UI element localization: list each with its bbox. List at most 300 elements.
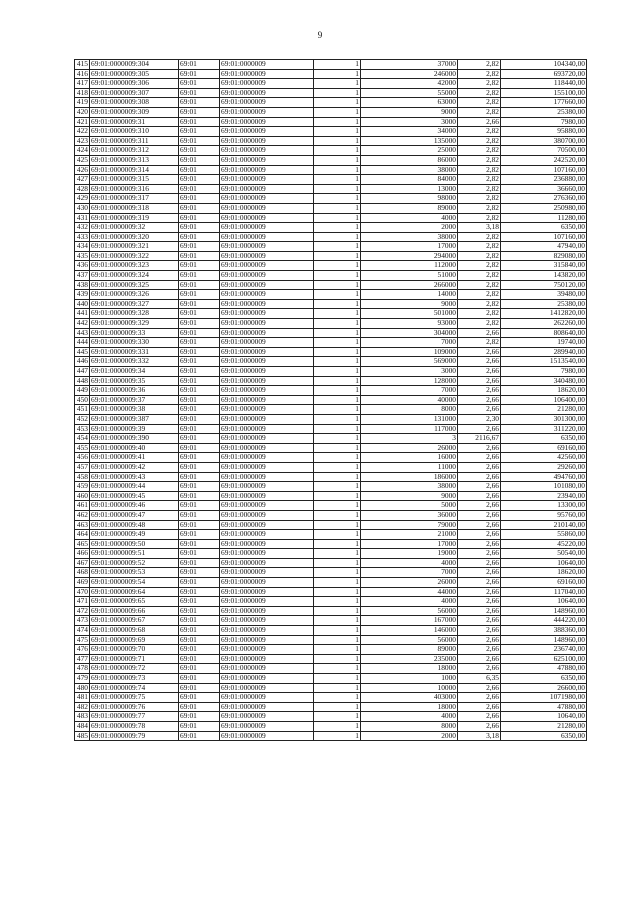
cadastral-number-cell: 69:01:0000009:66 [90, 606, 179, 616]
block-number-cell: 69:01:0000009 [220, 127, 314, 137]
row-number-cell: 430 [75, 203, 90, 213]
area-value-cell: 8000 [361, 721, 458, 731]
rate-value-cell: 2,66 [458, 683, 501, 693]
table-row [75, 443, 587, 453]
count-cell: 1 [314, 175, 361, 185]
row-number-cell: 422 [75, 127, 90, 137]
rate-value-cell: 2,82 [458, 309, 501, 319]
region-code-cell: 69:01 [179, 587, 220, 597]
row-number-cell: 470 [75, 587, 90, 597]
count-cell: 1 [314, 280, 361, 290]
block-number-cell: 69:01:0000009 [220, 626, 314, 636]
region-code-cell: 69:01 [179, 155, 220, 165]
table-row [75, 395, 587, 405]
region-code-cell: 69:01 [179, 731, 220, 741]
count-cell: 1 [314, 472, 361, 482]
region-code-cell: 69:01 [179, 203, 220, 213]
area-value-cell: 63000 [361, 98, 458, 108]
cadastral-number-cell: 69:01:0000009:329 [90, 319, 179, 329]
area-value-cell: 117000 [361, 424, 458, 434]
row-number-cell: 429 [75, 194, 90, 204]
rate-value-cell: 2,82 [458, 136, 501, 146]
cadastral-number-cell: 69:01:0000009:321 [90, 242, 179, 252]
rate-value-cell: 2,66 [458, 443, 501, 453]
row-number-cell: 434 [75, 242, 90, 252]
rate-value-cell: 2,66 [458, 405, 501, 415]
table-row [75, 635, 587, 645]
block-number-cell: 69:01:0000009 [220, 290, 314, 300]
rate-value-cell: 2,82 [458, 299, 501, 309]
count-cell: 1 [314, 482, 361, 492]
count-cell: 1 [314, 539, 361, 549]
block-number-cell: 69:01:0000009 [220, 645, 314, 655]
table-row [75, 213, 587, 223]
table-row [75, 462, 587, 472]
row-number-cell: 454 [75, 434, 90, 444]
count-cell: 1 [314, 549, 361, 559]
cadastral-number-cell: 69:01:0000009:325 [90, 280, 179, 290]
cadastral-number-cell: 69:01:0000009:43 [90, 472, 179, 482]
row-number-cell: 474 [75, 626, 90, 636]
block-number-cell: 69:01:0000009 [220, 88, 314, 98]
rate-value-cell: 2,66 [458, 453, 501, 463]
count-cell: 1 [314, 683, 361, 693]
rate-value-cell: 2,66 [458, 424, 501, 434]
table-row [75, 645, 587, 655]
cadastral-number-cell: 69:01:0000009:330 [90, 338, 179, 348]
region-code-cell: 69:01 [179, 79, 220, 89]
region-code-cell: 69:01 [179, 232, 220, 242]
count-cell: 1 [314, 405, 361, 415]
region-code-cell: 69:01 [179, 338, 220, 348]
block-number-cell: 69:01:0000009 [220, 702, 314, 712]
block-number-cell: 69:01:0000009 [220, 367, 314, 377]
rate-value-cell: 2,82 [458, 69, 501, 79]
table-row [75, 568, 587, 578]
region-code-cell: 69:01 [179, 424, 220, 434]
table-row [75, 69, 587, 79]
block-number-cell: 69:01:0000009 [220, 261, 314, 271]
block-number-cell: 69:01:0000009 [220, 414, 314, 424]
block-number-cell: 69:01:0000009 [220, 107, 314, 117]
sum-value-cell: 148960,00 [501, 606, 587, 616]
count-cell: 1 [314, 213, 361, 223]
region-code-cell: 69:01 [179, 88, 220, 98]
sum-value-cell: 117040,00 [501, 587, 587, 597]
area-value-cell: 7000 [361, 338, 458, 348]
block-number-cell: 69:01:0000009 [220, 184, 314, 194]
sum-value-cell: 6350,00 [501, 434, 587, 444]
block-number-cell: 69:01:0000009 [220, 271, 314, 281]
count-cell: 1 [314, 510, 361, 520]
table-row [75, 299, 587, 309]
row-number-cell: 455 [75, 443, 90, 453]
rate-value-cell: 2,82 [458, 79, 501, 89]
block-number-cell: 69:01:0000009 [220, 530, 314, 540]
block-number-cell: 69:01:0000009 [220, 587, 314, 597]
cadastral-number-cell: 69:01:0000009:308 [90, 98, 179, 108]
cadastral-number-cell: 69:01:0000009:48 [90, 520, 179, 530]
area-value-cell: 10000 [361, 683, 458, 693]
count-cell: 1 [314, 223, 361, 233]
row-number-cell: 462 [75, 510, 90, 520]
rate-value-cell: 2,66 [458, 357, 501, 367]
region-code-cell: 69:01 [179, 645, 220, 655]
count-cell: 1 [314, 654, 361, 664]
row-number-cell: 465 [75, 539, 90, 549]
rate-value-cell: 2,82 [458, 127, 501, 137]
cadastral-number-cell: 69:01:0000009:76 [90, 702, 179, 712]
row-number-cell: 475 [75, 635, 90, 645]
cadastral-number-cell: 69:01:0000009:42 [90, 462, 179, 472]
region-code-cell: 69:01 [179, 367, 220, 377]
area-value-cell: 294000 [361, 251, 458, 261]
table-row [75, 597, 587, 607]
table-row [75, 319, 587, 329]
cadastral-number-cell: 69:01:0000009:316 [90, 184, 179, 194]
rate-value-cell: 2,82 [458, 271, 501, 281]
cadastral-number-cell: 69:01:0000009:67 [90, 616, 179, 626]
rate-value-cell: 2,66 [458, 347, 501, 357]
region-code-cell: 69:01 [179, 175, 220, 185]
region-code-cell: 69:01 [179, 664, 220, 674]
cadastral-number-cell: 69:01:0000009:50 [90, 539, 179, 549]
count-cell: 1 [314, 664, 361, 674]
cadastral-number-cell: 69:01:0000009:53 [90, 568, 179, 578]
table-row [75, 414, 587, 424]
table-row [75, 376, 587, 386]
table-row [75, 203, 587, 213]
table-row [75, 280, 587, 290]
rate-value-cell: 3,18 [458, 223, 501, 233]
sum-value-cell: 25380,00 [501, 299, 587, 309]
rate-value-cell: 2,66 [458, 587, 501, 597]
sum-value-cell: 829080,00 [501, 251, 587, 261]
count-cell: 1 [314, 299, 361, 309]
row-number-cell: 447 [75, 367, 90, 377]
row-number-cell: 458 [75, 472, 90, 482]
block-number-cell: 69:01:0000009 [220, 175, 314, 185]
sum-value-cell: 69160,00 [501, 443, 587, 453]
row-number-cell: 448 [75, 376, 90, 386]
cadastral-number-cell: 69:01:0000009:45 [90, 491, 179, 501]
cadastral-number-cell: 69:01:0000009:326 [90, 290, 179, 300]
sum-value-cell: 1412820,00 [501, 309, 587, 319]
table-row [75, 175, 587, 185]
block-number-cell: 69:01:0000009 [220, 328, 314, 338]
block-number-cell: 69:01:0000009 [220, 568, 314, 578]
block-number-cell: 69:01:0000009 [220, 203, 314, 213]
area-value-cell: 13000 [361, 184, 458, 194]
sum-value-cell: 315840,00 [501, 261, 587, 271]
rate-value-cell: 2,82 [458, 175, 501, 185]
count-cell: 1 [314, 290, 361, 300]
cadastral-number-cell: 69:01:0000009:40 [90, 443, 179, 453]
rate-value-cell: 2,66 [458, 376, 501, 386]
table-row [75, 107, 587, 117]
region-code-cell: 69:01 [179, 693, 220, 703]
sum-value-cell: 26600,00 [501, 683, 587, 693]
sum-value-cell: 289940,00 [501, 347, 587, 357]
cadastral-number-cell: 69:01:0000009:314 [90, 165, 179, 175]
rate-value-cell: 2,82 [458, 203, 501, 213]
count-cell: 1 [314, 501, 361, 511]
area-value-cell: 79000 [361, 520, 458, 530]
block-number-cell: 69:01:0000009 [220, 376, 314, 386]
sum-value-cell: 494760,00 [501, 472, 587, 482]
block-number-cell: 69:01:0000009 [220, 664, 314, 674]
cadastral-number-cell: 69:01:0000009:327 [90, 299, 179, 309]
region-code-cell: 69:01 [179, 146, 220, 156]
table-row [75, 424, 587, 434]
count-cell: 1 [314, 693, 361, 703]
table-row [75, 539, 587, 549]
cadastral-number-cell: 69:01:0000009:35 [90, 376, 179, 386]
cadastral-number-cell: 69:01:0000009:71 [90, 654, 179, 664]
block-number-cell: 69:01:0000009 [220, 98, 314, 108]
table-row [75, 501, 587, 511]
cadastral-number-cell: 69:01:0000009:31 [90, 117, 179, 127]
cadastral-number-cell: 69:01:0000009:309 [90, 107, 179, 117]
count-cell: 1 [314, 520, 361, 530]
region-code-cell: 69:01 [179, 165, 220, 175]
row-number-cell: 453 [75, 424, 90, 434]
area-value-cell: 38000 [361, 232, 458, 242]
sum-value-cell: 6350,00 [501, 674, 587, 684]
region-code-cell: 69:01 [179, 414, 220, 424]
area-value-cell: 7000 [361, 568, 458, 578]
count-cell: 1 [314, 88, 361, 98]
area-value-cell: 37000 [361, 60, 458, 70]
sum-value-cell: 388360,00 [501, 626, 587, 636]
table-row [75, 530, 587, 540]
row-number-cell: 451 [75, 405, 90, 415]
area-value-cell: 501000 [361, 309, 458, 319]
block-number-cell: 69:01:0000009 [220, 683, 314, 693]
area-value-cell: 84000 [361, 175, 458, 185]
count-cell: 1 [314, 712, 361, 722]
area-value-cell: 246000 [361, 69, 458, 79]
count-cell: 1 [314, 261, 361, 271]
count-cell: 1 [314, 635, 361, 645]
block-number-cell: 69:01:0000009 [220, 549, 314, 559]
rate-value-cell: 2,66 [458, 597, 501, 607]
cadastral-number-cell: 69:01:0000009:319 [90, 213, 179, 223]
region-code-cell: 69:01 [179, 223, 220, 233]
cadastral-number-cell: 69:01:0000009:328 [90, 309, 179, 319]
area-value-cell: 3000 [361, 117, 458, 127]
sum-value-cell: 47880,00 [501, 702, 587, 712]
count-cell: 1 [314, 69, 361, 79]
table-row [75, 357, 587, 367]
row-number-cell: 420 [75, 107, 90, 117]
area-value-cell: 38000 [361, 482, 458, 492]
block-number-cell: 69:01:0000009 [220, 79, 314, 89]
region-code-cell: 69:01 [179, 136, 220, 146]
rate-value-cell: 2,66 [458, 578, 501, 588]
region-code-cell: 69:01 [179, 127, 220, 137]
count-cell: 1 [314, 731, 361, 741]
area-value-cell: 14000 [361, 290, 458, 300]
block-number-cell: 69:01:0000009 [220, 597, 314, 607]
block-number-cell: 69:01:0000009 [220, 635, 314, 645]
table-row [75, 626, 587, 636]
area-value-cell: 403000 [361, 693, 458, 703]
rate-value-cell: 2,66 [458, 367, 501, 377]
cadastral-number-cell: 69:01:0000009:322 [90, 251, 179, 261]
row-number-cell: 484 [75, 721, 90, 731]
sum-value-cell: 47940,00 [501, 242, 587, 252]
row-number-cell: 443 [75, 328, 90, 338]
area-value-cell: 98000 [361, 194, 458, 204]
count-cell: 1 [314, 645, 361, 655]
region-code-cell: 69:01 [179, 386, 220, 396]
area-value-cell: 128000 [361, 376, 458, 386]
sum-value-cell: 236880,00 [501, 175, 587, 185]
area-value-cell: 86000 [361, 155, 458, 165]
rate-value-cell: 2,66 [458, 626, 501, 636]
region-code-cell: 69:01 [179, 347, 220, 357]
count-cell: 1 [314, 702, 361, 712]
row-number-cell: 481 [75, 693, 90, 703]
cadastral-number-cell: 69:01:0000009:78 [90, 721, 179, 731]
area-value-cell: 26000 [361, 578, 458, 588]
sum-value-cell: 250980,00 [501, 203, 587, 213]
sum-value-cell: 107160,00 [501, 165, 587, 175]
row-number-cell: 435 [75, 251, 90, 261]
row-number-cell: 467 [75, 558, 90, 568]
area-value-cell: 89000 [361, 645, 458, 655]
block-number-cell: 69:01:0000009 [220, 654, 314, 664]
area-value-cell: 16000 [361, 453, 458, 463]
area-value-cell: 55000 [361, 88, 458, 98]
region-code-cell: 69:01 [179, 578, 220, 588]
row-number-cell: 436 [75, 261, 90, 271]
row-number-cell: 452 [75, 414, 90, 424]
count-cell: 1 [314, 424, 361, 434]
cadastral-number-cell: 69:01:0000009:306 [90, 79, 179, 89]
table-row [75, 482, 587, 492]
sum-value-cell: 155100,00 [501, 88, 587, 98]
count-cell: 1 [314, 117, 361, 127]
rate-value-cell: 2,82 [458, 184, 501, 194]
table-row [75, 232, 587, 242]
block-number-cell: 69:01:0000009 [220, 453, 314, 463]
cadastral-number-cell: 69:01:0000009:75 [90, 693, 179, 703]
area-value-cell: 167000 [361, 616, 458, 626]
block-number-cell: 69:01:0000009 [220, 386, 314, 396]
sum-value-cell: 106400,00 [501, 395, 587, 405]
area-value-cell: 2000 [361, 223, 458, 233]
count-cell: 1 [314, 462, 361, 472]
sum-value-cell: 6350,00 [501, 731, 587, 741]
sum-value-cell: 276360,00 [501, 194, 587, 204]
count-cell: 1 [314, 251, 361, 261]
rate-value-cell: 2,66 [458, 491, 501, 501]
area-value-cell: 42000 [361, 79, 458, 89]
cadastral-number-cell: 69:01:0000009:49 [90, 530, 179, 540]
row-number-cell: 423 [75, 136, 90, 146]
table-row [75, 223, 587, 233]
count-cell: 1 [314, 194, 361, 204]
table-row [75, 79, 587, 89]
table-row [75, 251, 587, 261]
block-number-cell: 69:01:0000009 [220, 539, 314, 549]
area-value-cell: 51000 [361, 271, 458, 281]
table-row [75, 549, 587, 559]
sum-value-cell: 7980,00 [501, 117, 587, 127]
cadastral-number-cell: 69:01:0000009:64 [90, 587, 179, 597]
sum-value-cell: 42560,00 [501, 453, 587, 463]
sum-value-cell: 340480,00 [501, 376, 587, 386]
page-number: 9 [317, 30, 323, 40]
region-code-cell: 69:01 [179, 60, 220, 70]
rate-value-cell: 2,82 [458, 290, 501, 300]
row-number-cell: 440 [75, 299, 90, 309]
block-number-cell: 69:01:0000009 [220, 472, 314, 482]
count-cell: 1 [314, 386, 361, 396]
block-number-cell: 69:01:0000009 [220, 155, 314, 165]
cadastral-number-cell: 69:01:0000009:37 [90, 395, 179, 405]
sum-value-cell: 1513540,00 [501, 357, 587, 367]
area-value-cell: 36000 [361, 510, 458, 520]
row-number-cell: 439 [75, 290, 90, 300]
area-value-cell: 3 [361, 434, 458, 444]
count-cell: 1 [314, 606, 361, 616]
sum-value-cell: 21280,00 [501, 721, 587, 731]
region-code-cell: 69:01 [179, 712, 220, 722]
region-code-cell: 69:01 [179, 357, 220, 367]
block-number-cell: 69:01:0000009 [220, 251, 314, 261]
cadastral-number-cell: 69:01:0000009:32 [90, 223, 179, 233]
block-number-cell: 69:01:0000009 [220, 319, 314, 329]
block-number-cell: 69:01:0000009 [220, 357, 314, 367]
count-cell: 1 [314, 376, 361, 386]
area-value-cell: 7000 [361, 386, 458, 396]
block-number-cell: 69:01:0000009 [220, 721, 314, 731]
row-number-cell: 446 [75, 357, 90, 367]
count-cell: 1 [314, 568, 361, 578]
row-number-cell: 416 [75, 69, 90, 79]
cadastral-number-cell: 69:01:0000009:46 [90, 501, 179, 511]
cadastral-number-cell: 69:01:0000009:304 [90, 60, 179, 70]
table-row [75, 702, 587, 712]
sum-value-cell: 70500,00 [501, 146, 587, 156]
block-number-cell: 69:01:0000009 [220, 520, 314, 530]
block-number-cell: 69:01:0000009 [220, 443, 314, 453]
row-number-cell: 428 [75, 184, 90, 194]
count-cell: 1 [314, 271, 361, 281]
region-code-cell: 69:01 [179, 674, 220, 684]
row-number-cell: 445 [75, 347, 90, 357]
region-code-cell: 69:01 [179, 443, 220, 453]
block-number-cell: 69:01:0000009 [220, 578, 314, 588]
block-number-cell: 69:01:0000009 [220, 60, 314, 70]
row-number-cell: 433 [75, 232, 90, 242]
cadastral-number-cell: 69:01:0000009:70 [90, 645, 179, 655]
count-cell: 1 [314, 309, 361, 319]
area-value-cell: 89000 [361, 203, 458, 213]
sum-value-cell: 18620,00 [501, 386, 587, 396]
area-value-cell: 131000 [361, 414, 458, 424]
cadastral-number-cell: 69:01:0000009:51 [90, 549, 179, 559]
count-cell: 1 [314, 453, 361, 463]
area-value-cell: 8000 [361, 405, 458, 415]
count-cell: 1 [314, 338, 361, 348]
block-number-cell: 69:01:0000009 [220, 69, 314, 79]
row-number-cell: 477 [75, 654, 90, 664]
count-cell: 1 [314, 165, 361, 175]
